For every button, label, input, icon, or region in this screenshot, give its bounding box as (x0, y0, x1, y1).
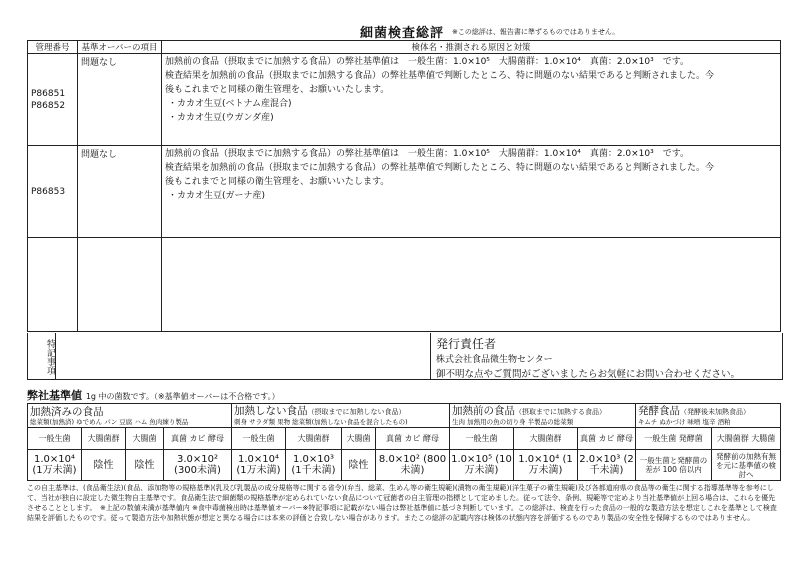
column-label: 真菌 カビ 酵母 (164, 428, 232, 450)
sample-item: ・カカオ生豆(ガーナ産) (168, 191, 266, 201)
category-row (28, 404, 781, 428)
publisher-label: 発行責任者 (436, 337, 497, 351)
row-id-cell (28, 146, 78, 238)
organization-name: 株式会社食品微生物センター (436, 355, 553, 365)
table-row (28, 146, 781, 238)
column-label: 大腸菌群 (514, 428, 578, 450)
row-detail (162, 146, 781, 238)
column-label: 一般生菌 (28, 428, 82, 450)
remarks-label: 特記事項 (28, 333, 56, 379)
standard-value: 1.0×10⁵ (10万未満) (450, 450, 514, 481)
standard-value: 3.0×10² (300未満) (164, 450, 232, 481)
contact-message: 御不明な点やご質問がございましたらお気軽にお問い合わせください。 (436, 369, 741, 380)
detail-line: 後もこれまでと同様の衛生管理を、お願いいたします。 (165, 85, 390, 95)
standard-value: 1.0×10⁴ (1万未満) (28, 450, 82, 481)
detail-line: 加熱前の食品（摂取までに加熱する食品）の弊社基準値は 一般生菌：1.0×10⁵ 大腸菌群：1.0×10⁴ 真菌：2.0×10³ です。 (165, 57, 690, 67)
sample-id: P86853 (31, 186, 66, 197)
table-row (28, 54, 781, 146)
standard-value: 陰性 (342, 450, 376, 481)
results-table (27, 40, 781, 332)
standard-value: 陰性 (126, 450, 164, 481)
detail-line: 加熱前の食品（摂取までに加熱する食品）の弊社基準値は 一般生菌：1.0×10⁵ 大腸菌群：1.0×10⁴ 真菌：2.0×10³ です。 (165, 149, 690, 159)
col-detail-header: 検体名・推測される原因と対策 (162, 41, 781, 54)
column-label: 大腸菌群 (286, 428, 342, 450)
column-label: 大腸菌群 大腸菌 (712, 428, 781, 450)
value-row (28, 450, 781, 481)
column-label: 一般生菌 発酵菌 (636, 428, 712, 450)
col-over-header: 基準オーバーの項目 (78, 41, 162, 54)
column-label: 大腸菌 (126, 428, 164, 450)
standard-value: 一般生菌と発酵菌の差が 100 倍以内 (636, 450, 712, 481)
title-note: ※この総評は、報告書に準ずるものではありません。 (452, 28, 620, 36)
standard-value: 発酵前の加熱有無を元に基準値の検討へ (712, 450, 781, 481)
row-status: 問題なし (78, 54, 162, 146)
standard-value: 8.0×10² (800未満) (376, 450, 450, 481)
sample-item: ・カカオ生豆(ウガンダ産) (168, 113, 274, 123)
column-label: 大腸菌 (342, 428, 376, 450)
page-title: 細菌検査総評 (360, 26, 445, 41)
divider (430, 333, 431, 379)
row-status: 問題なし (78, 146, 162, 238)
row-id-cell (28, 54, 78, 146)
column-label: 一般生菌 (450, 428, 514, 450)
table-row-empty (28, 238, 781, 332)
category-fermented: 発酵食品（発酵後未加熱食品） キムチ ぬかづけ 味噌 塩辛 酒粕 (636, 404, 781, 428)
detail-line: 検査結果を加熱前の食品（摂取までに加熱する食品）の弊社基準値で判断したところ、特に問題のない結果であると判断されました。今 (165, 163, 715, 173)
sample-id: P86851 (31, 88, 66, 99)
standards-title: 弊社基準値 (27, 389, 82, 402)
standards-table (27, 403, 781, 481)
detail-line: 検査結果を加熱前の食品（摂取までに加熱する食品）の弊社基準値で判断したところ、特に問題のない結果であると判断されました。今 (165, 71, 715, 81)
column-label: 一般生菌 (232, 428, 286, 450)
category-pre-heated: 加熱前の食品（摂取までに加熱する食品） 生肉 加熱用の魚の切り身 半製品の総菜類 (450, 404, 636, 428)
standard-value: 1.0×10⁴ (1万未満) (514, 450, 578, 481)
column-row (28, 428, 781, 450)
standard-value: 陰性 (82, 450, 126, 481)
standards-note: 1g 中の菌数です。（※基準値オーバーは不合格です。） (85, 392, 280, 401)
category-heated: 加熱済みの食品 総菜類(加熱済) ゆでめん パン 豆腐 ハム 魚肉練り製品 (28, 404, 232, 428)
sample-id: P86852 (31, 100, 66, 111)
standard-value: 1.0×10⁴ (1万未満) (232, 450, 286, 481)
standards-heading (27, 387, 280, 403)
remarks-box (27, 333, 783, 380)
standard-value: 2.0×10³ (2千未満) (578, 450, 636, 481)
detail-line: 後もこれまでと同様の衛生管理を、お願いいたします。 (165, 177, 390, 187)
category-unheated: 加熱しない食品（摂取までに加熱しない食品） 刺身 サラダ類 果物 総菜類(加熱しない食品を混合したもの) (232, 404, 450, 428)
column-label: 真菌 カビ 酵母 (376, 428, 450, 450)
col-id-header: 管理番号 (28, 41, 78, 54)
standard-value: 1.0×10³ (1千未満) (286, 450, 342, 481)
table-header-row (28, 41, 781, 54)
sample-item: ・カカオ生豆(ベトナム産混合) (168, 99, 292, 109)
column-label: 真菌 カビ 酵母 (578, 428, 636, 450)
footnote-text: この自主基準は、(食品衛生法)(食品、添加物等の規格基準)(乳及び乳製品の成分規格等に関する省令)(弁当、総菜、生めん等の衛生規範)(漬物の衛生規範)(洋生菓子の衛生規範)及び各都道府県の食品等の衛生に関する指導基準等を参考にして、当社が独自に設定した微生物自主基準です。食品衛生法で細菌類の規格基準が定められていない食品について冠菌者の自主管理の指標として定めました。従って法令、条例、規範等で定めより当社基準値が上回る場合は、これらを優先させることとします。 ※上記の数値未満が基準値内 ※食中毒菌検出時は基準値オーバー※特記事項に記載がない場合は弊社基準値に基づき判断しています。この総評は、検査を行った食品の一般的な製造方法を想定しこれを基準として検査結果を評価したものです。従って製造方法や加熱状態が想定と異なる場合には本来の評価と合致しない場合があります。またこの総評の記載内容は検体の状態内容を評価するものであり製品の安全性を保障するものではありません。 (27, 484, 777, 522)
row-detail (162, 54, 781, 146)
column-label: 大腸菌群 (82, 428, 126, 450)
